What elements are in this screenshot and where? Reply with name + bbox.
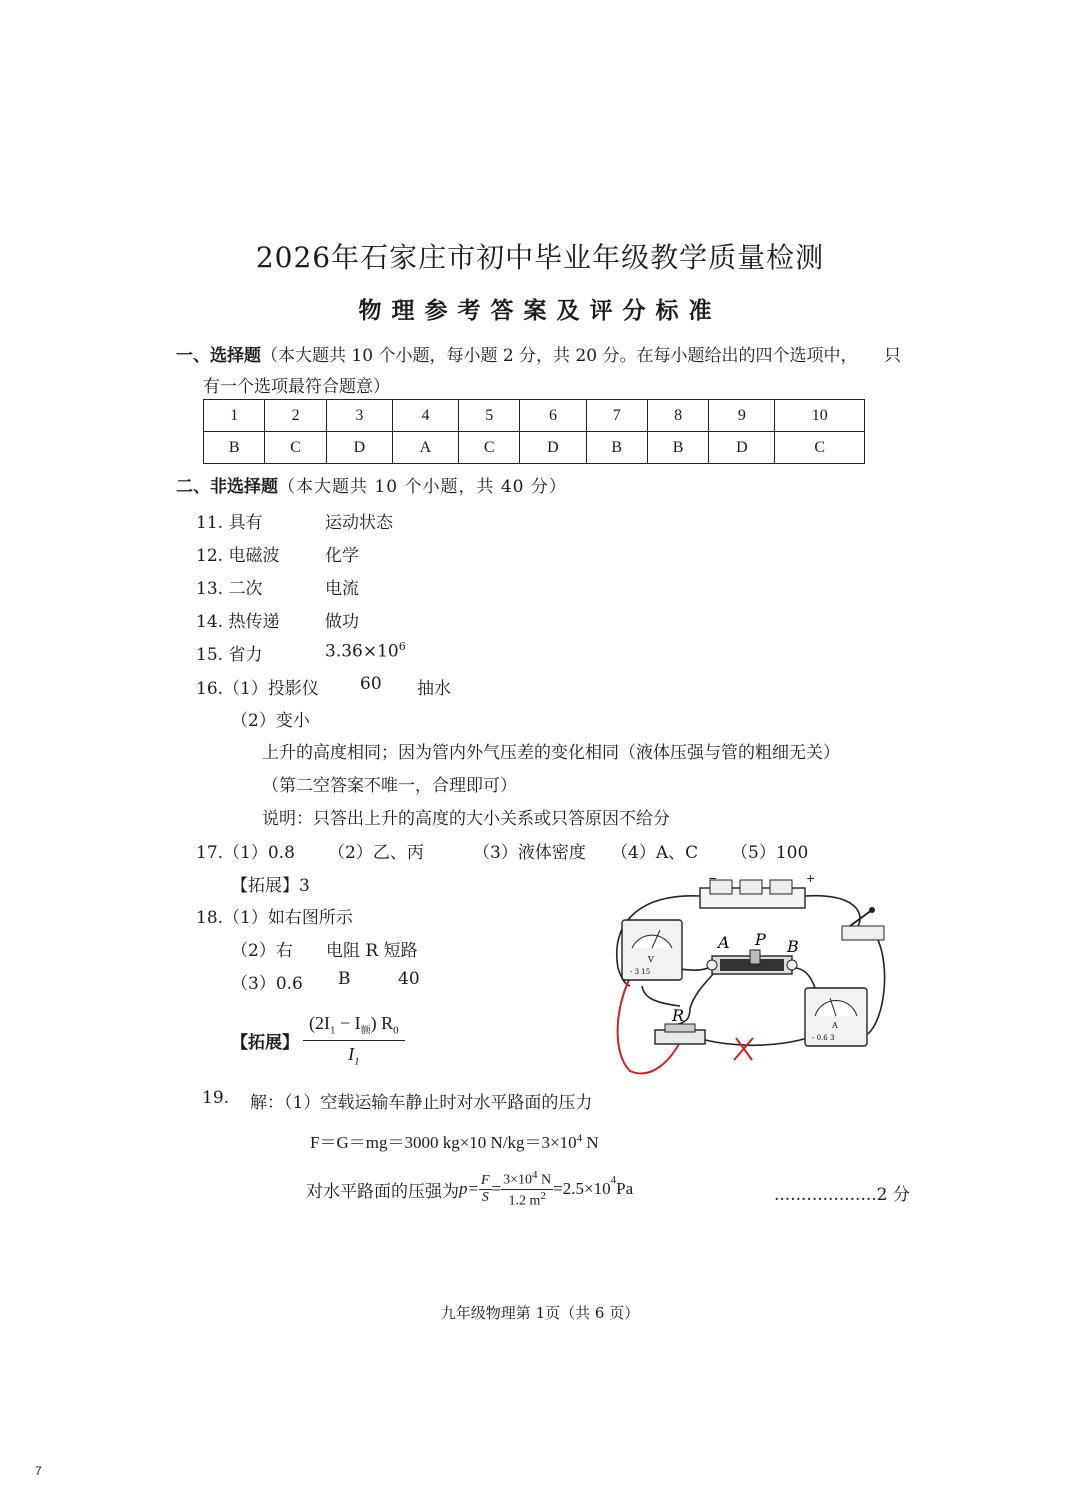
- q17-p1: 17.（1）0.8: [196, 843, 295, 863]
- rheostat-label-a: A: [718, 933, 730, 952]
- q19-eq2-result: =2.5×10: [553, 1179, 611, 1198]
- answer-table-number-cell: 1: [204, 400, 265, 432]
- q19-eq1: [310, 1128, 599, 1153]
- q11-answer-1: 11. 具有: [196, 513, 263, 533]
- answer-table-answer-cell: B: [586, 432, 647, 464]
- q15-exp: 6: [398, 640, 406, 653]
- page-marker: 7: [35, 1464, 42, 1478]
- rheostat-label-b: B: [787, 937, 799, 956]
- answer-table-number-cell: 10: [775, 400, 865, 432]
- circuit-diagram: [600, 868, 900, 1083]
- q11-answer-2: 运动状态: [325, 513, 393, 533]
- ammeter-label: A: [832, 1021, 838, 1030]
- q19-number: 19.: [202, 1088, 230, 1108]
- answer-table-number-cell: 3: [326, 400, 392, 432]
- answer-table-answer-cell: C: [265, 432, 326, 464]
- answer-table-answer-row: [204, 432, 865, 464]
- section1-desc-line1: （本大题共 10 个小题，每小题 2 分，共 20 分。在每小题给出的四个选项中，: [261, 346, 858, 366]
- section1-heading: 一、选择题: [176, 346, 261, 366]
- answer-table-answer-cell: B: [647, 432, 708, 464]
- q18-p1: 18.（1）如右图所示: [196, 908, 353, 928]
- q19-eq2-num: 3×10: [503, 1172, 533, 1188]
- answer-table-number-cell: 7: [586, 400, 647, 432]
- cross-mark: [734, 1038, 753, 1060]
- q17-p3: （3）液体密度: [473, 843, 586, 863]
- q19-eq2-prefix: 对水平路面的压强为: [306, 1181, 459, 1202]
- answer-table-number-cell: 4: [392, 400, 458, 432]
- battery-plus: +: [806, 872, 816, 885]
- wire-battery-switch: [805, 896, 860, 926]
- answer-table-answer-cell: A: [392, 432, 458, 464]
- q19-eq2-fs: [479, 1173, 492, 1206]
- resistor-label: R: [672, 1006, 685, 1025]
- answer-table-number-cell: 5: [459, 400, 520, 432]
- q15-answer-1: 15. 省力: [196, 645, 263, 665]
- voltmeter: [622, 920, 682, 980]
- wire-resistor-ammeter: [705, 1036, 818, 1045]
- q14-answer-1: 14. 热传递: [196, 612, 280, 632]
- wire-switch-ammeter: [868, 940, 885, 1034]
- answer-table-answer-cell: B: [204, 432, 265, 464]
- q13-answer-2: 电流: [325, 579, 359, 599]
- q19-eq2-den: 1.2 m: [508, 1193, 541, 1209]
- q19-eq2-f: F: [480, 1172, 490, 1188]
- q18-ext-num-c: ) R: [370, 1012, 394, 1033]
- q16-p1-answer-3: 抽水: [417, 679, 451, 699]
- page-footer: 九年级物理第 1页（共 6 页）: [440, 1304, 640, 1322]
- q19-eq1-a: F＝G＝mg＝3000 kg×10 N/kg＝3×10: [310, 1133, 577, 1152]
- q14-answer-2: 做功: [325, 612, 359, 632]
- answer-table-number-cell: 8: [647, 400, 708, 432]
- q19-eq2-num-exp: 4: [532, 1168, 538, 1181]
- q16-p1-answer-2: 60: [360, 674, 382, 694]
- q15-base: 3.36×10: [325, 641, 399, 662]
- q18-ext-den: I: [348, 1043, 355, 1064]
- q19-eq2-num-unit: N: [537, 1172, 552, 1188]
- q18-p3c: 40: [398, 969, 420, 989]
- q16-line-b: （第二空答案不唯一，合理即可）: [262, 776, 517, 796]
- q18-p2a: （2）右: [231, 941, 293, 961]
- battery-minus: −: [708, 872, 718, 885]
- q18-ext-num-sub1: 1: [330, 1024, 336, 1037]
- q12-answer-2: 化学: [325, 546, 359, 566]
- voltmeter-label: V: [648, 955, 654, 964]
- page-subtitle: 物理参考答案及评分标准: [358, 297, 722, 324]
- q18-ext-num-sub2: 额: [360, 1025, 371, 1037]
- ammeter-terminals: - 0.6 3: [812, 1034, 835, 1042]
- rheostat-label-p: P: [755, 930, 766, 949]
- voltmeter-terminals: - 3 15: [630, 968, 651, 976]
- q19-eq2-result-exp: 4: [610, 1174, 617, 1186]
- q16-p2-label: （2）变小: [231, 711, 310, 731]
- q18-ext-num-b: − I: [335, 1012, 361, 1033]
- answer-table-answer-cell: C: [459, 432, 520, 464]
- q18-p3a: （3）0.6: [231, 974, 303, 994]
- q19-eq1-exp: 4: [576, 1132, 583, 1145]
- q17-p4: （4）A、C: [611, 843, 699, 863]
- q18-ext-num-a: (2I: [309, 1012, 330, 1033]
- answer-table-number-cell: 6: [520, 400, 586, 432]
- section2-desc: （本大题共 10 个小题，共 40 分）: [278, 477, 567, 497]
- q15-answer-2: [325, 640, 406, 662]
- ammeter: [805, 988, 867, 1046]
- answer-table-answer-cell: C: [775, 432, 865, 464]
- section1-header: [176, 341, 858, 366]
- q19-intro: 解：（1）空载运输车静止时对水平路面的压力: [250, 1093, 593, 1113]
- q18-ext-fraction: [303, 1013, 405, 1067]
- q16-line-a: 上升的高度相同；因为管内外气压差的变化相同（液体压强与管的粗细无关）: [262, 743, 840, 763]
- answer-table-number-row: [204, 400, 865, 432]
- answer-table-answer-cell: D: [326, 432, 392, 464]
- page-title: 2026年石家庄市初中毕业年级教学质量检测: [255, 241, 825, 274]
- q19-eq2-result-unit: Pa: [616, 1179, 634, 1198]
- resistor: [655, 1006, 705, 1044]
- q19-eq1-b: N: [582, 1133, 599, 1152]
- q13-answer-1: 13. 二次: [196, 579, 263, 599]
- answer-table-answer-cell: D: [709, 432, 775, 464]
- q12-answer-1: 12. 电磁波: [196, 546, 280, 566]
- wire-voltmeter-bottom: [642, 986, 680, 1006]
- q18-p2b: 电阻 R 短路: [326, 941, 418, 961]
- q18-p3b: B: [338, 969, 351, 989]
- answer-table-number-cell: 9: [709, 400, 775, 432]
- section1-desc-line2: 有一个选项最符合题意）: [203, 377, 390, 397]
- q19-eq2-den-exp: 2: [540, 1189, 546, 1202]
- q19-eq2-s: S: [481, 1189, 489, 1205]
- battery: [700, 872, 815, 908]
- q19-eq2-fraction: [501, 1169, 553, 1209]
- q17-ext: 【拓展】3: [231, 876, 310, 896]
- switch: [842, 907, 884, 940]
- answer-table-number-cell: 2: [265, 400, 326, 432]
- answer-table-answer-cell: D: [520, 432, 586, 464]
- q18-ext-num-sub3: 0: [393, 1024, 399, 1037]
- section2-header: [176, 472, 567, 497]
- q18-ext-den-sub: 1: [354, 1055, 360, 1068]
- q19-score: ...................2 分: [774, 1185, 910, 1205]
- section1-desc-only: 只: [884, 346, 901, 366]
- q18-ext-label: 【拓展】: [231, 1032, 299, 1053]
- q17-p5: （5）100: [731, 843, 809, 863]
- q19-eq2-p: p=: [459, 1179, 479, 1198]
- answer-table: [203, 399, 865, 464]
- q19-eq2: 对水平路面的压强为 p= $\frac{F}{S}$ = $\frac{3\times 10^4 N}{1.2 m^2}$ =2.5×10 $^4$ Pa: [306, 1168, 634, 1209]
- q17-p2: （2）乙、丙: [328, 843, 424, 863]
- section2-heading: 二、非选择题: [176, 477, 278, 497]
- q16-p1-label: 16.（1）投影仪: [196, 679, 319, 699]
- q18-ext: [231, 1010, 405, 1070]
- rheostat: [707, 930, 799, 974]
- q16-line-c: 说明：只答出上升的高度的大小关系或只答原因不给分: [262, 809, 670, 829]
